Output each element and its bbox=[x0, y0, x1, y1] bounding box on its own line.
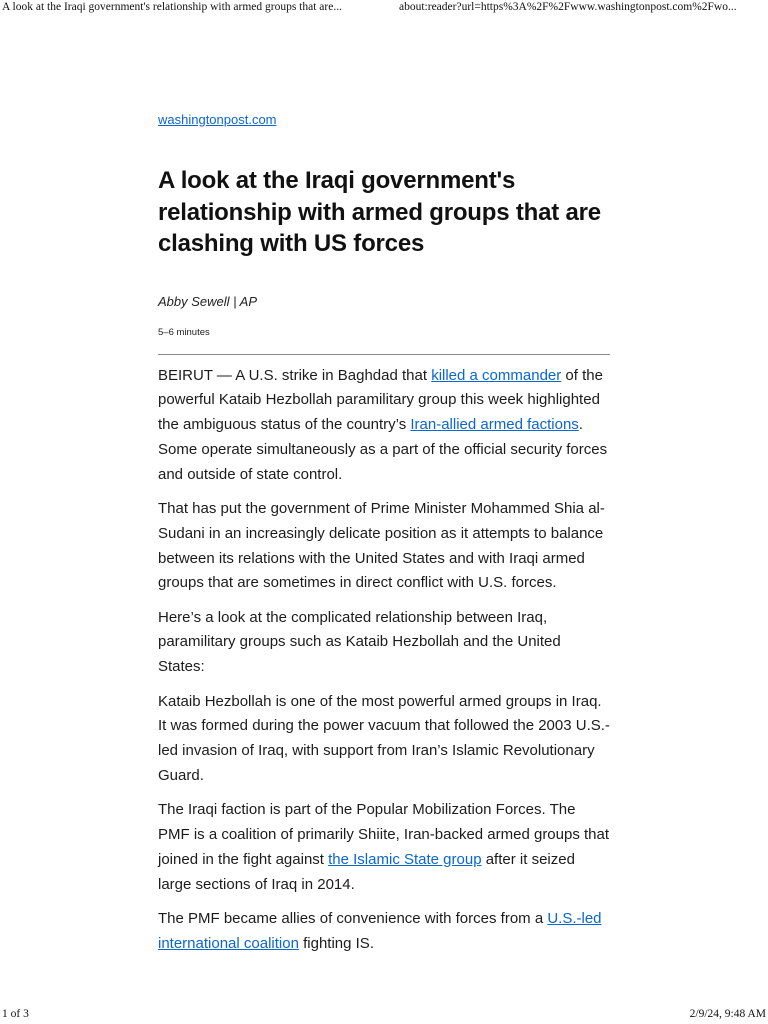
reading-time: 5–6 minutes bbox=[158, 326, 210, 338]
paragraph-text: . Some operate simultaneously as a part of the official security forces and outside of state control. bbox=[158, 416, 608, 483]
article-title: A look at the Iraqi government's relationship with armed groups that are clashing with US forces bbox=[158, 167, 601, 257]
reader-view bbox=[158, 111, 610, 966]
print-header bbox=[0, 0, 768, 18]
paragraph-1 bbox=[158, 364, 610, 488]
article-byline: Abby Sewell | AP bbox=[158, 293, 257, 309]
link-us-led-international-coalition[interactable]: U.S.-led international coalition bbox=[158, 909, 602, 952]
print-datetime: 2/9/24, 9:48 AM bbox=[689, 1008, 766, 1020]
paragraph-4: Kataib Hezbollah is one of the most powerful armed groups in Iraq. It was formed during the power vacuum that followed the 2003 U.S.-led invasion of Iraq, with support from Iran’s Islamic Revolutionary Guard. bbox=[158, 692, 610, 784]
paragraph-text: of the powerful Kataib Hezbollah paramilitary group this week highlighted the ambiguous status of the country’s bbox=[158, 366, 603, 434]
paragraph-2: That has put the government of Prime Minister Mohammed Shia al-Sudani in an increasingly delicate position as it attempts to balance between its relations with the United States and with Iraqi armed groups that are sometimes in direct conflict with U.S. forces. bbox=[158, 499, 605, 592]
paragraph-6 bbox=[158, 907, 610, 957]
print-footer bbox=[0, 1008, 768, 1024]
link-islamic-state-group[interactable]: the Islamic State group bbox=[328, 850, 482, 868]
article-body bbox=[158, 364, 610, 957]
paragraph-5 bbox=[158, 798, 610, 897]
paragraph-text: The PMF became allies of convenience with forces from a bbox=[158, 909, 548, 927]
page-number: 1 of 3 bbox=[2, 1008, 29, 1020]
print-header-url: about:reader?url=https%3A%2F%2Fwww.washingtonpost.com%2Fwo... bbox=[399, 1, 737, 13]
link-killed-a-commander[interactable]: killed a commander bbox=[431, 366, 562, 384]
paragraph-text: The Iraqi faction is part of the Popular Mobilization Forces. The PMF is a coalition of primarily Shiite, Iran-backed armed groups that joined in the fight against bbox=[158, 801, 610, 868]
header-divider bbox=[158, 354, 610, 355]
paragraph-text: fighting IS. bbox=[298, 934, 374, 952]
paragraph-text: after it seized large sections of Iraq in 2014. bbox=[158, 850, 575, 893]
print-header-title: A look at the Iraqi government's relationship with armed groups that are... bbox=[2, 1, 342, 13]
source-domain-link[interactable]: washingtonpost.com bbox=[158, 112, 277, 127]
link-iran-allied-armed-factions[interactable]: Iran-allied armed factions bbox=[410, 416, 579, 434]
paragraph-text: BEIRUT — A U.S. strike in Baghdad that bbox=[158, 366, 432, 384]
paragraph-3: Here’s a look at the complicated relationship between Iraq, paramilitary groups such as Kataib Hezbollah and the United States: bbox=[158, 608, 561, 676]
